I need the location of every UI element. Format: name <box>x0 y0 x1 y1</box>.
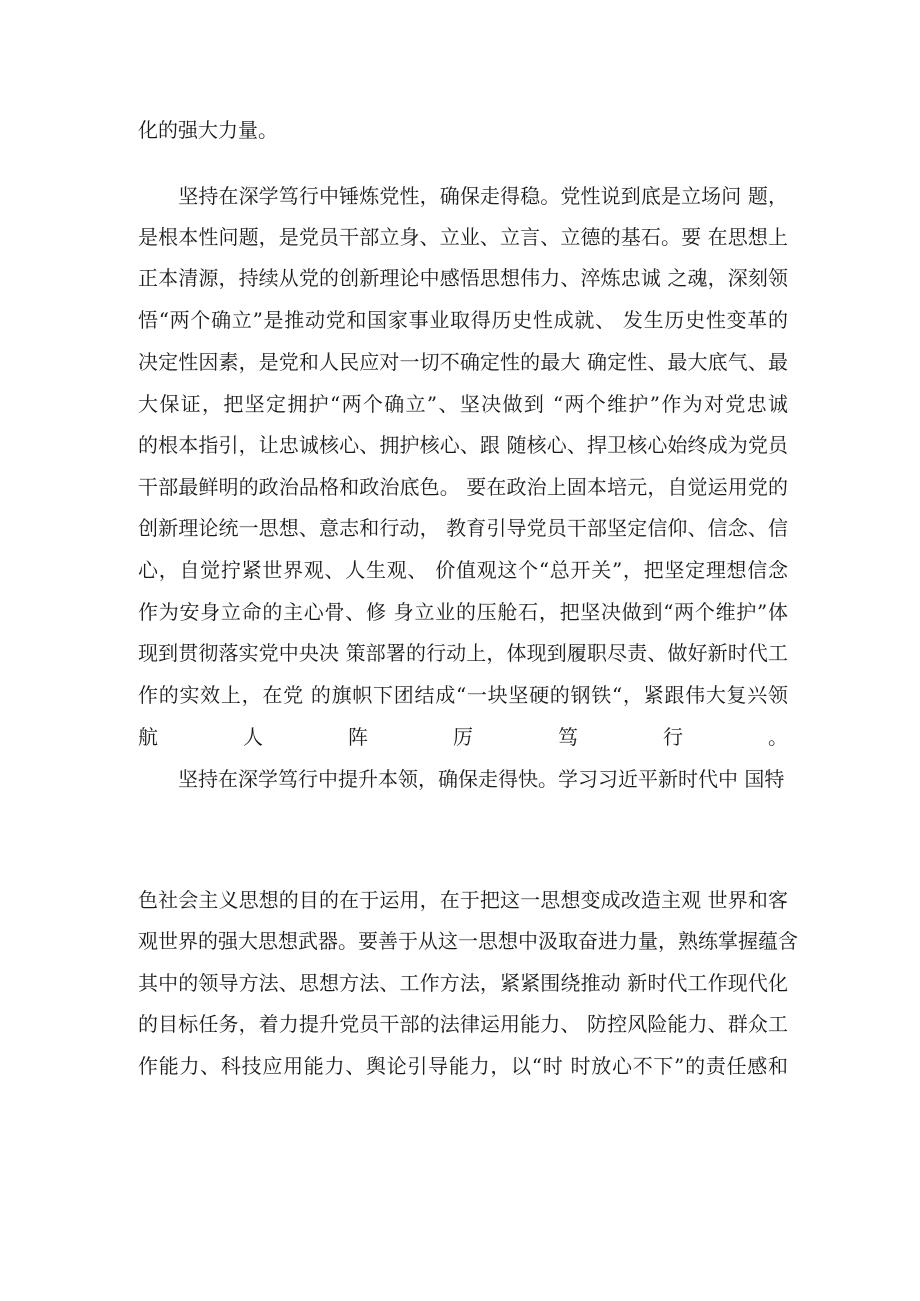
paragraph-2-line-9: 创新理论统一思想、意志和行动， 教育引导党员干部坚定信仰、信念、信 <box>138 516 788 540</box>
paragraph-3-line-4: 的目标任务，着力提升党员干部的法律运用能力、 防控风险能力、群众工 <box>138 1012 788 1036</box>
paragraph-3-line-2: 观世界的强大思想武器。要善于从这一思想中汲取奋进力量，熟练掌握蕴含 <box>138 929 798 953</box>
paragraph-2-line-13: 作的实效上，在党 的旗帜下团结成“一块坚硬的钢铁“，紧跟伟大复兴领 <box>138 683 788 707</box>
paragraph-2-line-11: 作为安身立命的主心骨、修 身立业的压舱石，把坚决做到“两个维护”体 <box>138 600 788 624</box>
paragraph-3-line-1: 色社会主义思想的目的在于运用，在于把这一思想变成改造主观 世界和客 <box>138 888 788 912</box>
paragraph-2-line-12: 现到贯彻落实党中央决 策部署的行动上，体现到履职尽责、做好新时代工 <box>138 641 788 665</box>
paragraph-2-line-8: 干部最鲜明的政治品格和政治底色。 要在政治上固本培元，自觉运用党的 <box>138 475 788 499</box>
paragraph-2-line-4: 悟“两个确立”是推动党和国家事业取得历史性成就、 发生历史性变革的 <box>138 308 788 332</box>
paragraph-1-line-1: 化的强大力量。 <box>138 118 278 142</box>
paragraph-2-line-2: 是根本性问题，是党员干部立身、立业、立言、立德的基石。要 在思想上 <box>138 225 788 249</box>
paragraph-2-line-14: 航人阵厉笃行。 <box>138 725 788 749</box>
paragraph-2-line-5: 决定性因素，是党和人民应对一切不确定性的最大 确定性、最大底气、最 <box>138 350 788 374</box>
paragraph-2-line-10: 心，自觉拧紧世界观、人生观、 价值观这个“总开关”，把坚定理想信念 <box>138 558 788 582</box>
paragraph-2-line-15: 坚持在深学笃行中提升本领，确保走得快。学习习近平新时代中 国特 <box>138 767 785 791</box>
paragraph-2-line-6: 大保证，把坚定拥护“两个确立”、坚决做到 “两个维护”作为对党忠诚 <box>138 392 788 416</box>
paragraph-3-line-3: 其中的领导方法、思想方法、工作方法，紧紧围绕推动 新时代工作现代化 <box>138 971 788 995</box>
paragraph-3-line-6 <box>138 1088 788 1128</box>
paragraph-2-line-3: 正本清源，持续从党的创新理论中感悟思想伟力、淬炼忠诚 之魂，深刻领 <box>138 266 788 290</box>
paragraph-3-line-5: 作能力、科技应用能力、舆论引导能力，以“时 时放心不下”的责任感和 <box>138 1054 788 1078</box>
paragraph-2-line-1: 坚持在深学笃行中锤炼党性，确保走得稳。党性说到底是立场问 题， <box>138 184 788 208</box>
paragraph-2-line-7: 的根本指引，让忠诚核心、拥护核心、跟 随核心、捍卫核心始终成为党员 <box>138 433 788 457</box>
